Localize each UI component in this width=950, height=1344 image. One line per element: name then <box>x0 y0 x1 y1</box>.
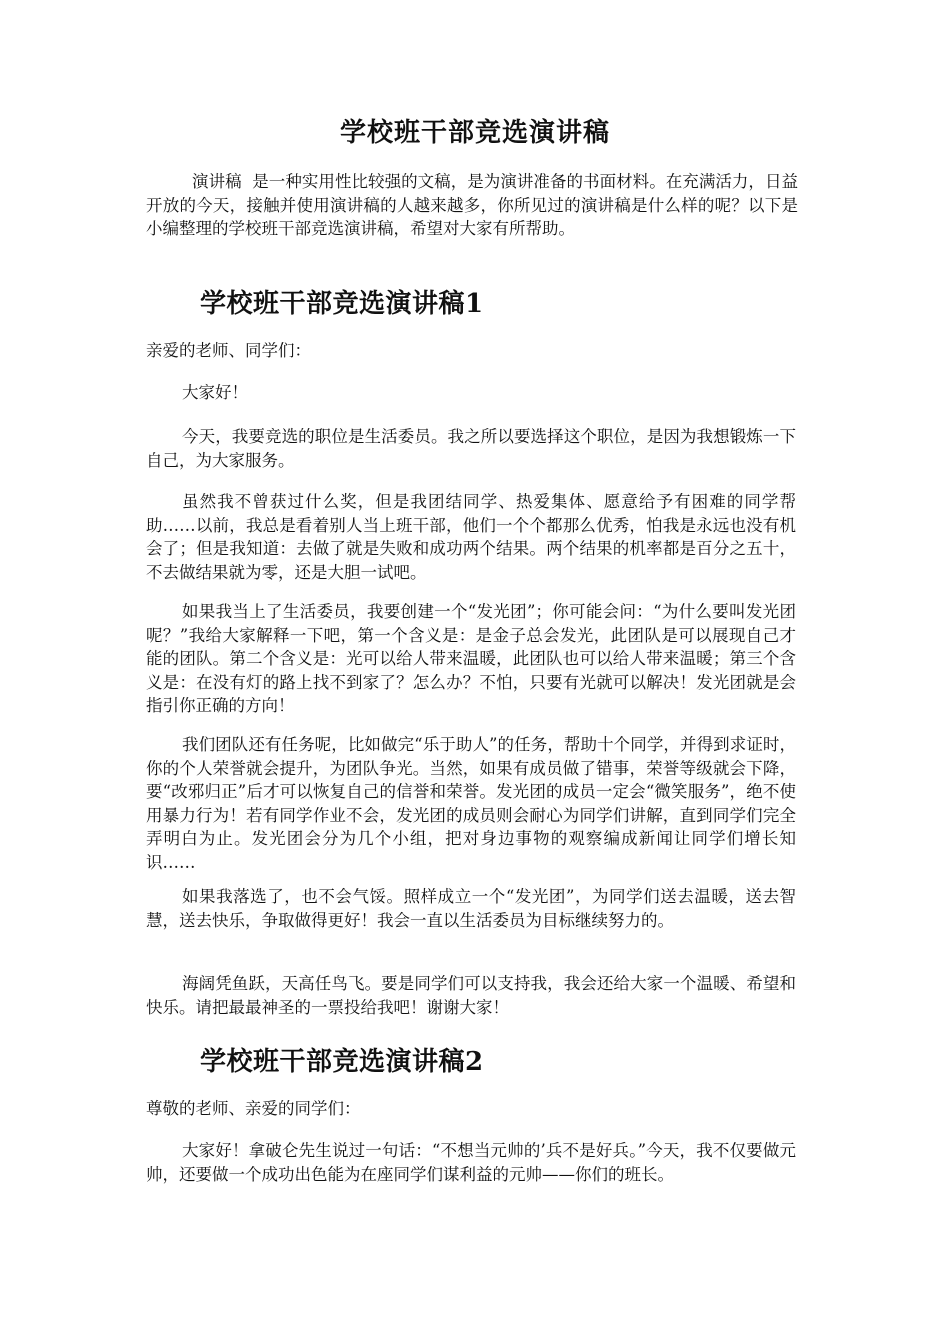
section-1-salutation: 亲爱的老师、同学们： <box>146 341 311 360</box>
section-1-paragraph: 虽然我不曾获过什么奖，但是我团结同学、热爱集体、愿意给予有困难的同学帮助……以前，我总是看着别人当上班干部，他们一个个都那么优秀，怕我是永远也没有机会了；但是我知道：去做了就是失败和成功两个结果。两个结果的机率都是百分之五十，不去做结果就为零，还是大胆一试吧。 <box>146 492 796 582</box>
section-1-paragraph: 海阔凭鱼跃，天高任鸟飞。要是同学们可以支持我，我会还给大家一个温暖、希望和快乐。请把最最神圣的一票投给我吧！谢谢大家！ <box>146 974 796 1017</box>
section-2-heading: 学校班干部竞选演讲稿2 <box>200 1047 484 1077</box>
intro-text: 是一种实用性比较强的文稿，是为演讲准备的书面材料。在充满活力，日益开放的今天，接触并使用演讲稿的人越来越多，你所见过的演讲稿是什么样的呢？以下是小编整理的学校班干部竞选演讲稿，希望对大家有所帮助。 <box>146 172 799 238</box>
section-2-salutation: 尊敬的老师、亲爱的同学们： <box>146 1099 361 1118</box>
section-1-paragraph: 大家好！ <box>182 383 248 402</box>
document-title: 学校班干部竞选演讲稿 <box>339 118 610 148</box>
section-2-paragraph: 大家好！拿破仑先生说过一句话：“不想当元帅的’兵不是好兵。”今天，我不仅要做元帅，还要做一个成功出色能为在座同学们谋利益的元帅——你们的班长。 <box>146 1141 796 1184</box>
intro-paragraph <box>146 170 798 241</box>
section-1-paragraph: 如果我当上了生活委员，我要创建一个“发光团”；你可能会问：“为什么要叫发光团呢？”我给大家解释一下吧，第一个含义是：是金子总会发光，此团队是可以展现自己才能的团队。第二个含义是：光可以给人带来温暖，此团队也可以给人带来温暖；第三个含义是：在没有灯的路上找不到家了？怎么办？不怕，只要有光就可以解决！发光团就是会指引你正确的方向！ <box>146 602 796 715</box>
section-1-paragraph: 如果我落选了，也不会气馁。照样成立一个“发光团”，为同学们送去温暖，送去智慧，送去快乐，争取做得更好！我会一直以生活委员为目标继续努力的。 <box>146 887 796 930</box>
section-1-paragraph: 我们团队还有任务呢，比如做完“乐于助人”的任务，帮助十个同学，并得到求证时，你的个人荣誉就会提升，为团队争光。当然，如果有成员做了错事，荣誉等级就会下降，要“改邪归正”后才可以恢复自己的信誉和荣誉。发光团的成员一定会“微笑服务”，绝不使用暴力行为！若有同学作业不会，发光团的成员则会耐心为同学们讲解，直到同学们完全弄明白为止。发光团会分为几个小组，把对身边事物的观察编成新闻让同学们增长知识…… <box>146 735 796 872</box>
section-1-heading: 学校班干部竞选演讲稿1 <box>200 289 484 319</box>
section-1-paragraph: 今天，我要竞选的职位是生活委员。我之所以要选择这个职位，是因为我想锻炼一下自己，为大家服务。 <box>146 427 796 470</box>
intro-lead: 演讲稿 <box>192 172 242 191</box>
